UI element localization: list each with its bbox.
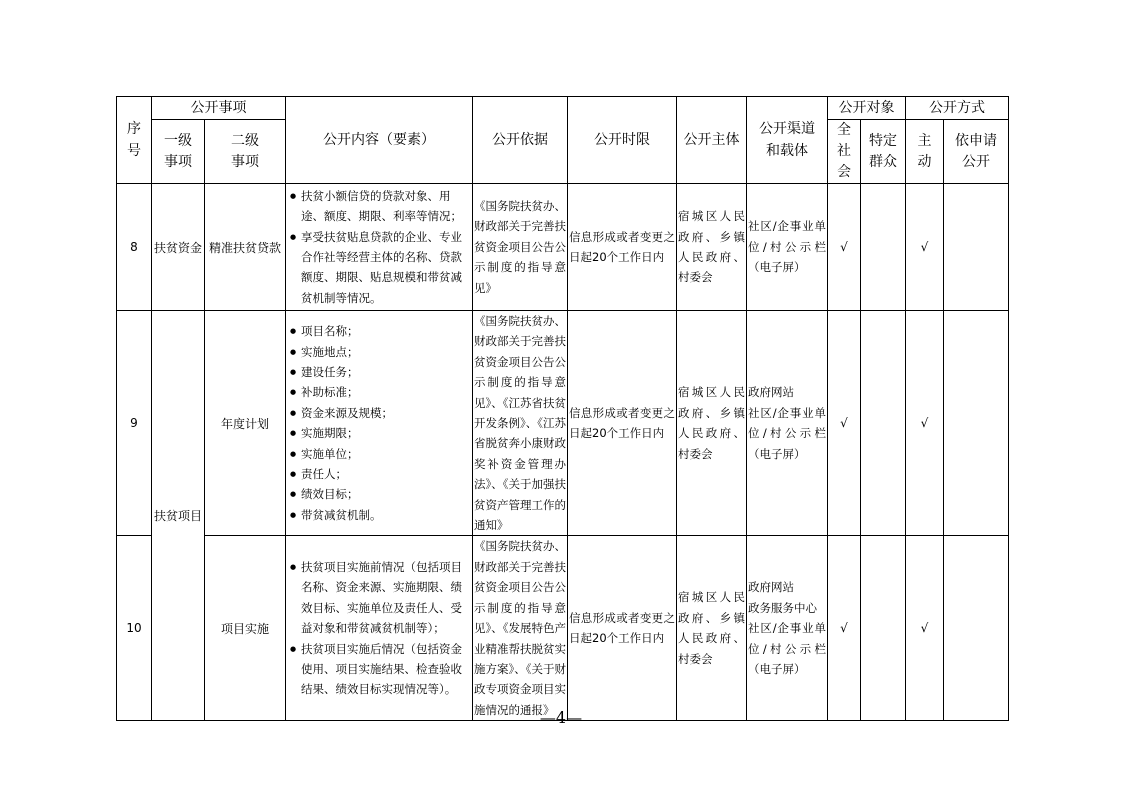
row-method-active: √ (906, 536, 944, 721)
header-level2: 二级事项 (205, 120, 286, 184)
header-method-active: 主动 (906, 120, 944, 184)
row-basis: 《国务院扶贫办、财政部关于完善扶贫资金项目公告公示制度的指导意见》 (473, 184, 568, 311)
row-level1: 扶贫项目 (152, 311, 205, 721)
table-row (117, 536, 1009, 721)
header-audience-all: 全社会 (828, 120, 861, 184)
row-audience-all: √ (828, 311, 861, 536)
header-channel: 公开渠道和载体 (747, 97, 828, 184)
row-method-request (944, 311, 1009, 536)
row-level2: 精准扶贫贷款 (205, 184, 286, 311)
disclosure-table (116, 96, 1009, 721)
row-seq: 9 (117, 311, 152, 536)
content-bullet: ● 享受扶贫贴息贷款的企业、专业合作社等经营主体的名称、贷款额度、期限、贴息规模和带贫减贫机制等情况。 (290, 227, 470, 309)
header-matters: 公开事项 (152, 97, 286, 120)
row-content (286, 536, 473, 721)
row-audience-all: √ (828, 184, 861, 311)
content-bullet: ● 建设任务； (290, 362, 470, 382)
channel-line: 政务服务中心 (748, 600, 817, 615)
row-time-limit: 信息形成或者变更之日起20个工作日内 (568, 184, 677, 311)
row-subject: 宿城区人民政府、乡镇人民政府、村委会 (677, 536, 747, 721)
channel-line: 政府网站 (748, 580, 794, 595)
channel-line: 政府网站 (748, 385, 794, 400)
channel-line: 社区/企事业单位/村公示栏（电子屏） (748, 621, 826, 676)
header-basis: 公开依据 (473, 97, 568, 184)
content-bullet: ● 实施期限； (290, 423, 470, 443)
row-content (286, 311, 473, 536)
content-bullet: ● 实施地点； (290, 342, 470, 362)
content-bullet: ● 补助标准； (290, 382, 470, 402)
row-channel (747, 536, 828, 721)
row-subject: 宿城区人民政府、乡镇人民政府、村委会 (677, 311, 747, 536)
header-method: 公开方式 (906, 97, 1009, 120)
row-method-active: √ (906, 311, 944, 536)
row-basis: 《国务院扶贫办、财政部关于完善扶贫资金项目公告公示制度的指导意见》、《江苏省扶贫开发条例》、《江苏省脱贫奔小康财政奖补资金管理办法》、《关于加强扶贫资产管理工作的通知》 (473, 311, 568, 536)
table-row (117, 311, 1009, 536)
page-number: —4— (539, 708, 583, 727)
row-basis: 《国务院扶贫办、财政部关于完善扶贫资金项目公告公示制度的指导意见》、《发展特色产业精准帮扶脱贫实施方案》、《关于财政专项资金项目实施情况的通报》 (473, 536, 568, 721)
content-bullet: ● 绩效目标； (290, 484, 470, 504)
row-seq: 8 (117, 184, 152, 311)
content-bullet: ● 项目名称； (290, 321, 470, 341)
content-bullet: ● 带贫减贫机制。 (290, 505, 470, 525)
header-subject: 公开主体 (677, 97, 747, 184)
header-seq: 序号 (117, 97, 152, 184)
row-audience-specific (861, 536, 906, 721)
header-content: 公开内容（要素） (286, 97, 473, 184)
content-bullet: ● 扶贫小额信贷的贷款对象、用途、额度、期限、利率等情况； (290, 186, 470, 227)
content-bullet: ● 责任人； (290, 464, 470, 484)
row-method-request (944, 536, 1009, 721)
row-level2: 年度计划 (205, 311, 286, 536)
row-channel: 社区/企事业单位/村公示栏（电子屏） (747, 184, 828, 311)
header-audience: 公开对象 (828, 97, 906, 120)
row-method-request (944, 184, 1009, 311)
row-level1: 扶贫资金 (152, 184, 205, 311)
content-bullet: ● 扶贫项目实施后情况（包括资金使用、项目实施结果、检查验收结果、绩效目标实现情况等）。 (290, 639, 470, 700)
row-content (286, 184, 473, 311)
row-level2: 项目实施 (205, 536, 286, 721)
row-seq: 10 (117, 536, 152, 721)
table-row (117, 184, 1009, 311)
content-bullet: ● 资金来源及规模； (290, 403, 470, 423)
row-channel (747, 311, 828, 536)
header-audience-specific: 特定群众 (861, 120, 906, 184)
channel-line: 社区/企事业单位/村公示栏（电子屏） (748, 405, 826, 461)
row-subject: 宿城区人民政府、乡镇人民政府、村委会 (677, 184, 747, 311)
row-audience-specific (861, 184, 906, 311)
header-method-request: 依申请公开 (944, 120, 1009, 184)
content-bullet: ● 扶贫项目实施前情况（包括项目名称、资金来源、实施期限、绩效目标、实施单位及责任人、受益对象和带贫减贫机制等）； (290, 557, 470, 639)
row-time-limit: 信息形成或者变更之日起20个工作日内 (568, 311, 677, 536)
row-audience-all: √ (828, 536, 861, 721)
row-audience-specific (861, 311, 906, 536)
row-time-limit: 信息形成或者变更之日起20个工作日内 (568, 536, 677, 721)
header-time-limit: 公开时限 (568, 97, 677, 184)
header-level1: 一级事项 (152, 120, 205, 184)
content-bullet: ● 实施单位； (290, 444, 470, 464)
row-method-active: √ (906, 184, 944, 311)
